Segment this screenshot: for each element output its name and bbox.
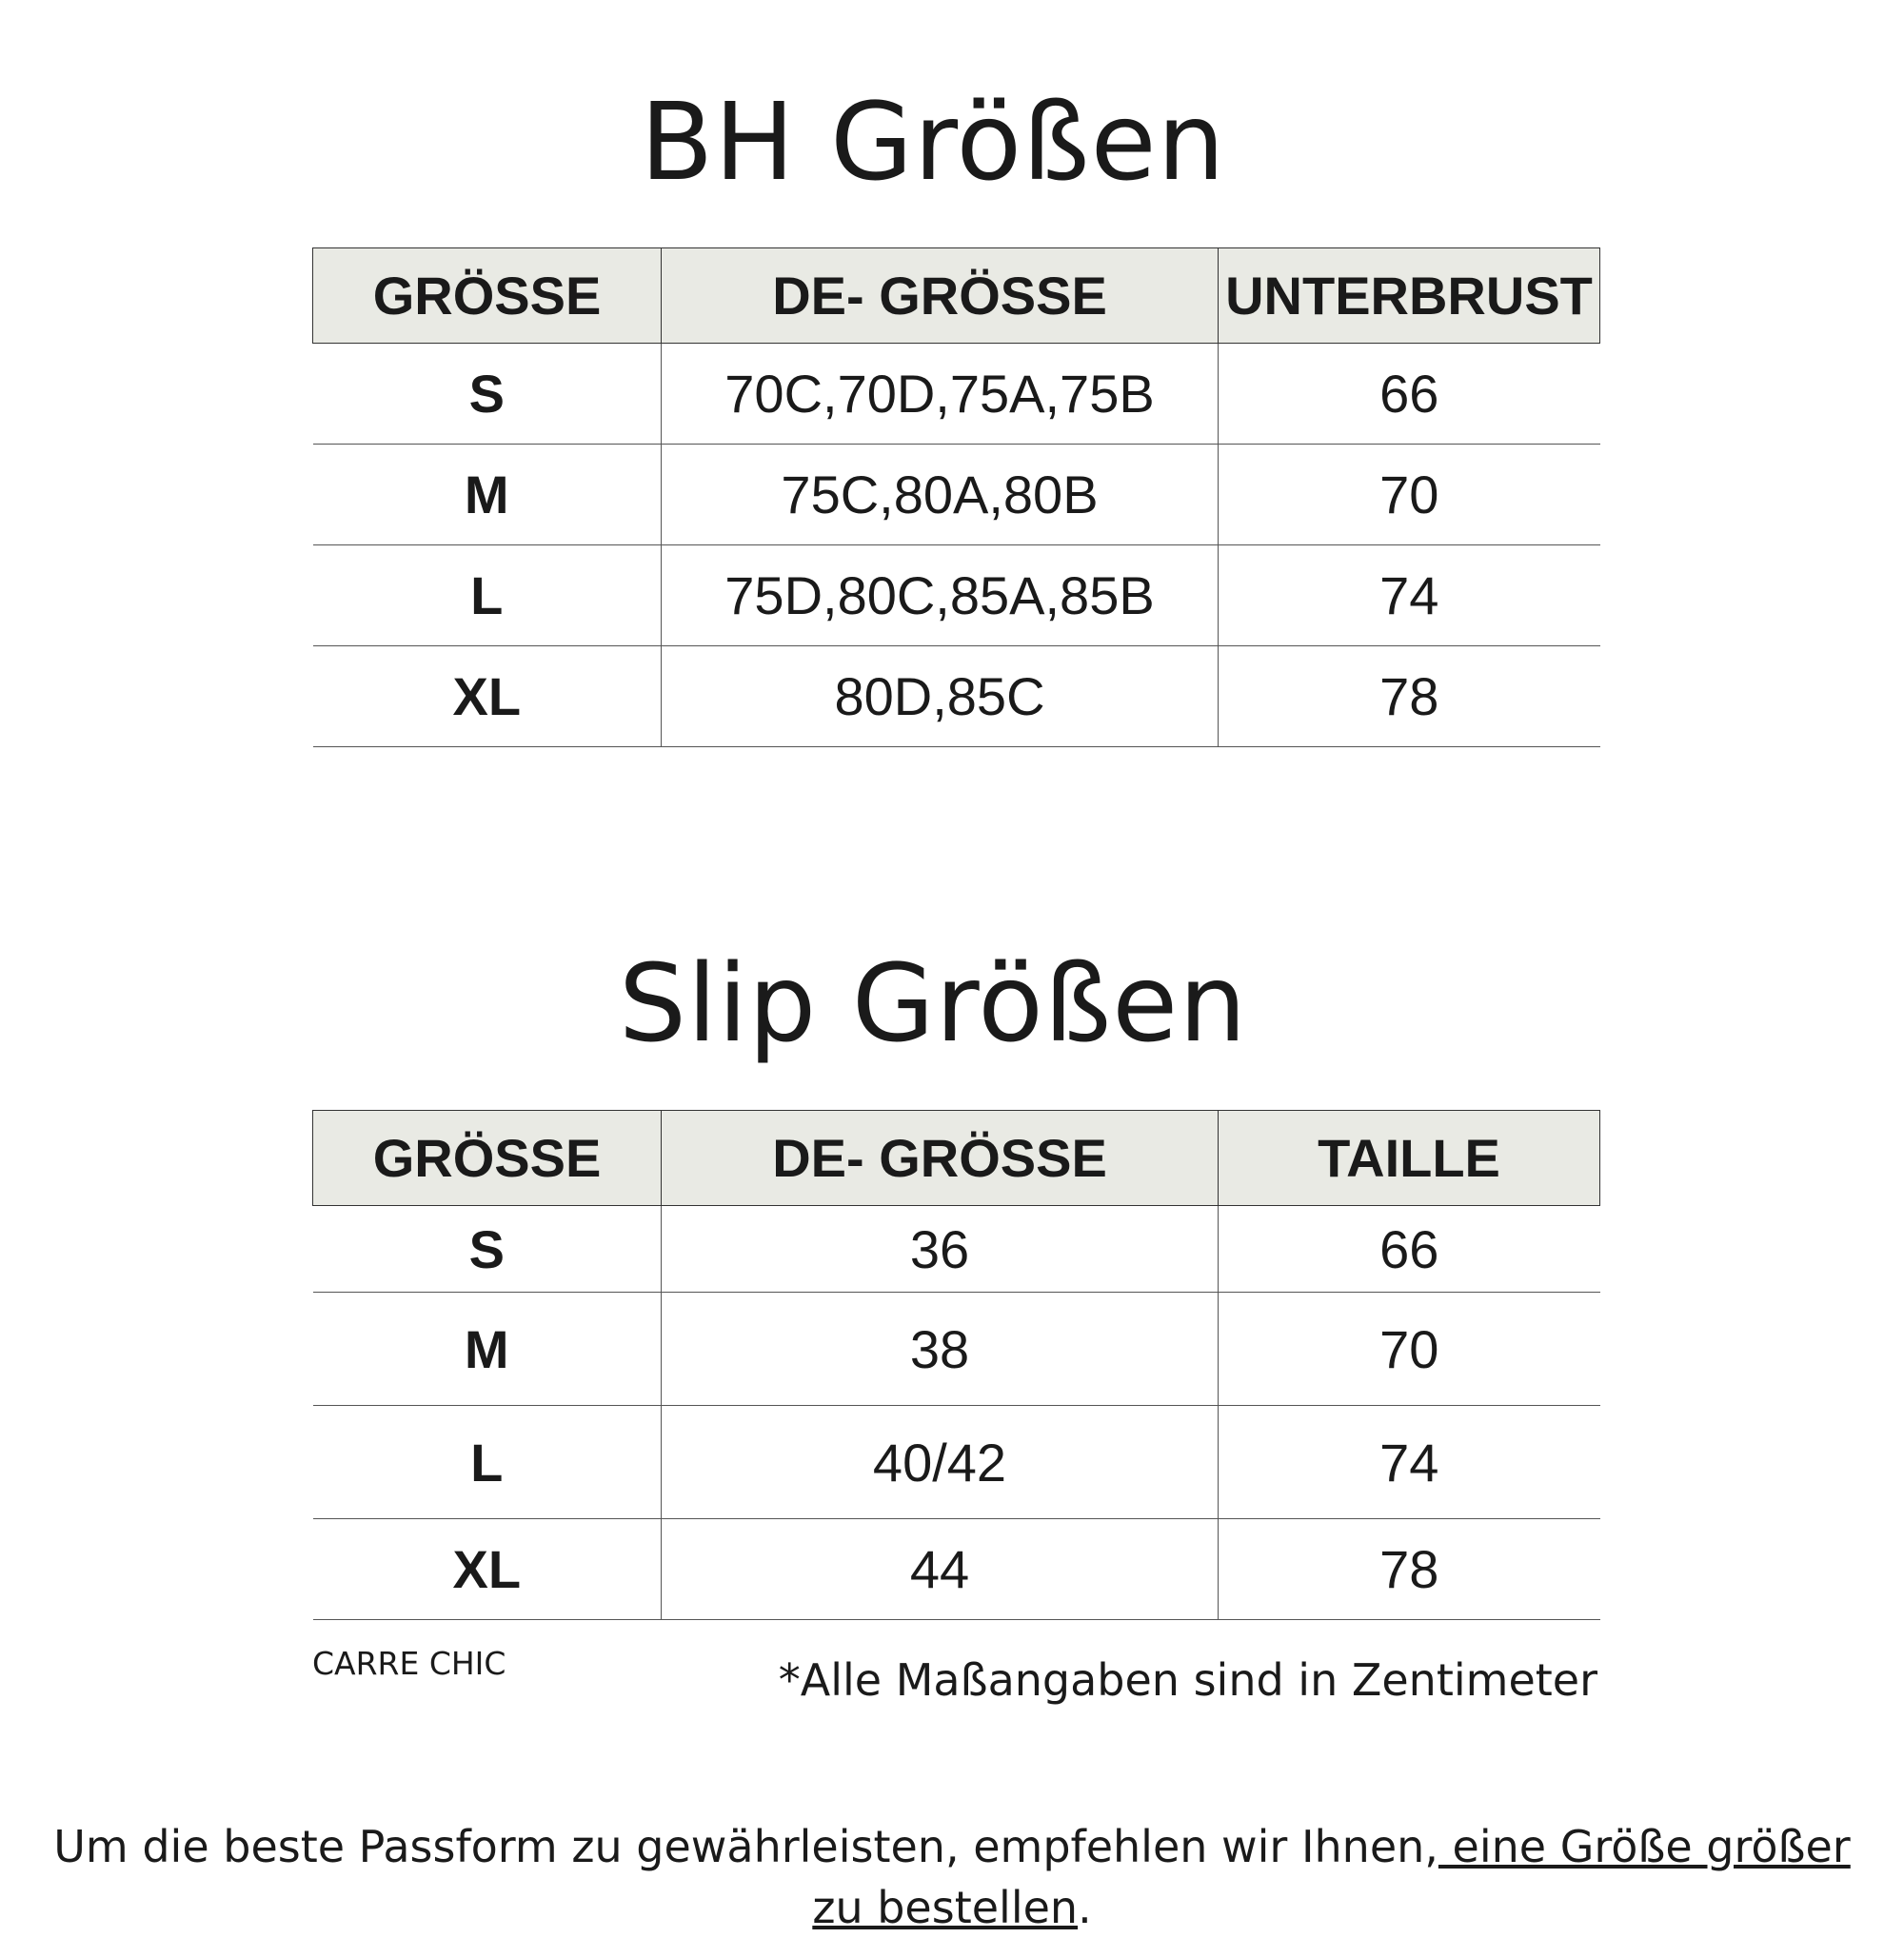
waist-cell: 66 xyxy=(1219,1206,1600,1293)
table-row xyxy=(313,545,1600,646)
fit-advice-text: Um die beste Passform zu gewährleisten, empfehlen wir Ihnen, xyxy=(53,1821,1438,1872)
waist-cell: 78 xyxy=(1219,1519,1600,1620)
de-size-cell: 44 xyxy=(662,1519,1219,1620)
slip-size-title: Slip Größen xyxy=(618,942,1248,1066)
underbust-cell: 66 xyxy=(1219,344,1600,445)
column-header-size: GRÖSSE xyxy=(313,248,662,344)
size-cell: L xyxy=(313,545,662,646)
underbust-cell: 74 xyxy=(1219,545,1600,646)
size-cell: M xyxy=(313,1293,662,1406)
brand-name: CARRE CHIC xyxy=(312,1645,506,1682)
underbust-cell: 70 xyxy=(1219,445,1600,545)
de-size-cell: 38 xyxy=(662,1293,1219,1406)
fit-advice-end: . xyxy=(1078,1882,1092,1933)
column-header-de-size: DE- GRÖSSE xyxy=(662,1111,1219,1206)
column-header-underbust: UNTERBRUST xyxy=(1219,248,1600,344)
table-row xyxy=(313,344,1600,445)
table-row xyxy=(313,1519,1600,1620)
table-row xyxy=(313,445,1600,545)
de-size-cell: 75D,80C,85A,85B xyxy=(662,545,1219,646)
measurement-note: *Alle Maßangaben sind in Zentimeter xyxy=(778,1654,1597,1706)
bra-size-table xyxy=(312,247,1600,747)
column-header-waist: TAILLE xyxy=(1219,1111,1600,1206)
slip-size-table xyxy=(312,1110,1600,1620)
size-cell: S xyxy=(313,1206,662,1293)
waist-cell: 70 xyxy=(1219,1293,1600,1406)
column-header-de-size: DE- GRÖSSE xyxy=(662,248,1219,344)
table-row xyxy=(313,1293,1600,1406)
column-header-size: GRÖSSE xyxy=(313,1111,662,1206)
size-cell: XL xyxy=(313,1519,662,1620)
bra-size-title: BH Größen xyxy=(640,81,1226,205)
size-up-link[interactable]: eine Größe größer zu bestellen xyxy=(812,1821,1851,1933)
size-cell: M xyxy=(313,445,662,545)
size-cell: XL xyxy=(313,646,662,747)
de-size-cell: 36 xyxy=(662,1206,1219,1293)
fit-advice xyxy=(29,1816,1875,1938)
table-row xyxy=(313,646,1600,747)
size-cell: L xyxy=(313,1406,662,1519)
de-size-cell: 80D,85C xyxy=(662,646,1219,747)
de-size-cell: 75C,80A,80B xyxy=(662,445,1219,545)
de-size-cell: 70C,70D,75A,75B xyxy=(662,344,1219,445)
size-cell: S xyxy=(313,344,662,445)
de-size-cell: 40/42 xyxy=(662,1406,1219,1519)
table-header-row xyxy=(313,248,1600,344)
table-header-row xyxy=(313,1111,1600,1206)
waist-cell: 74 xyxy=(1219,1406,1600,1519)
table-row xyxy=(313,1206,1600,1293)
underbust-cell: 78 xyxy=(1219,646,1600,747)
table-row xyxy=(313,1406,1600,1519)
